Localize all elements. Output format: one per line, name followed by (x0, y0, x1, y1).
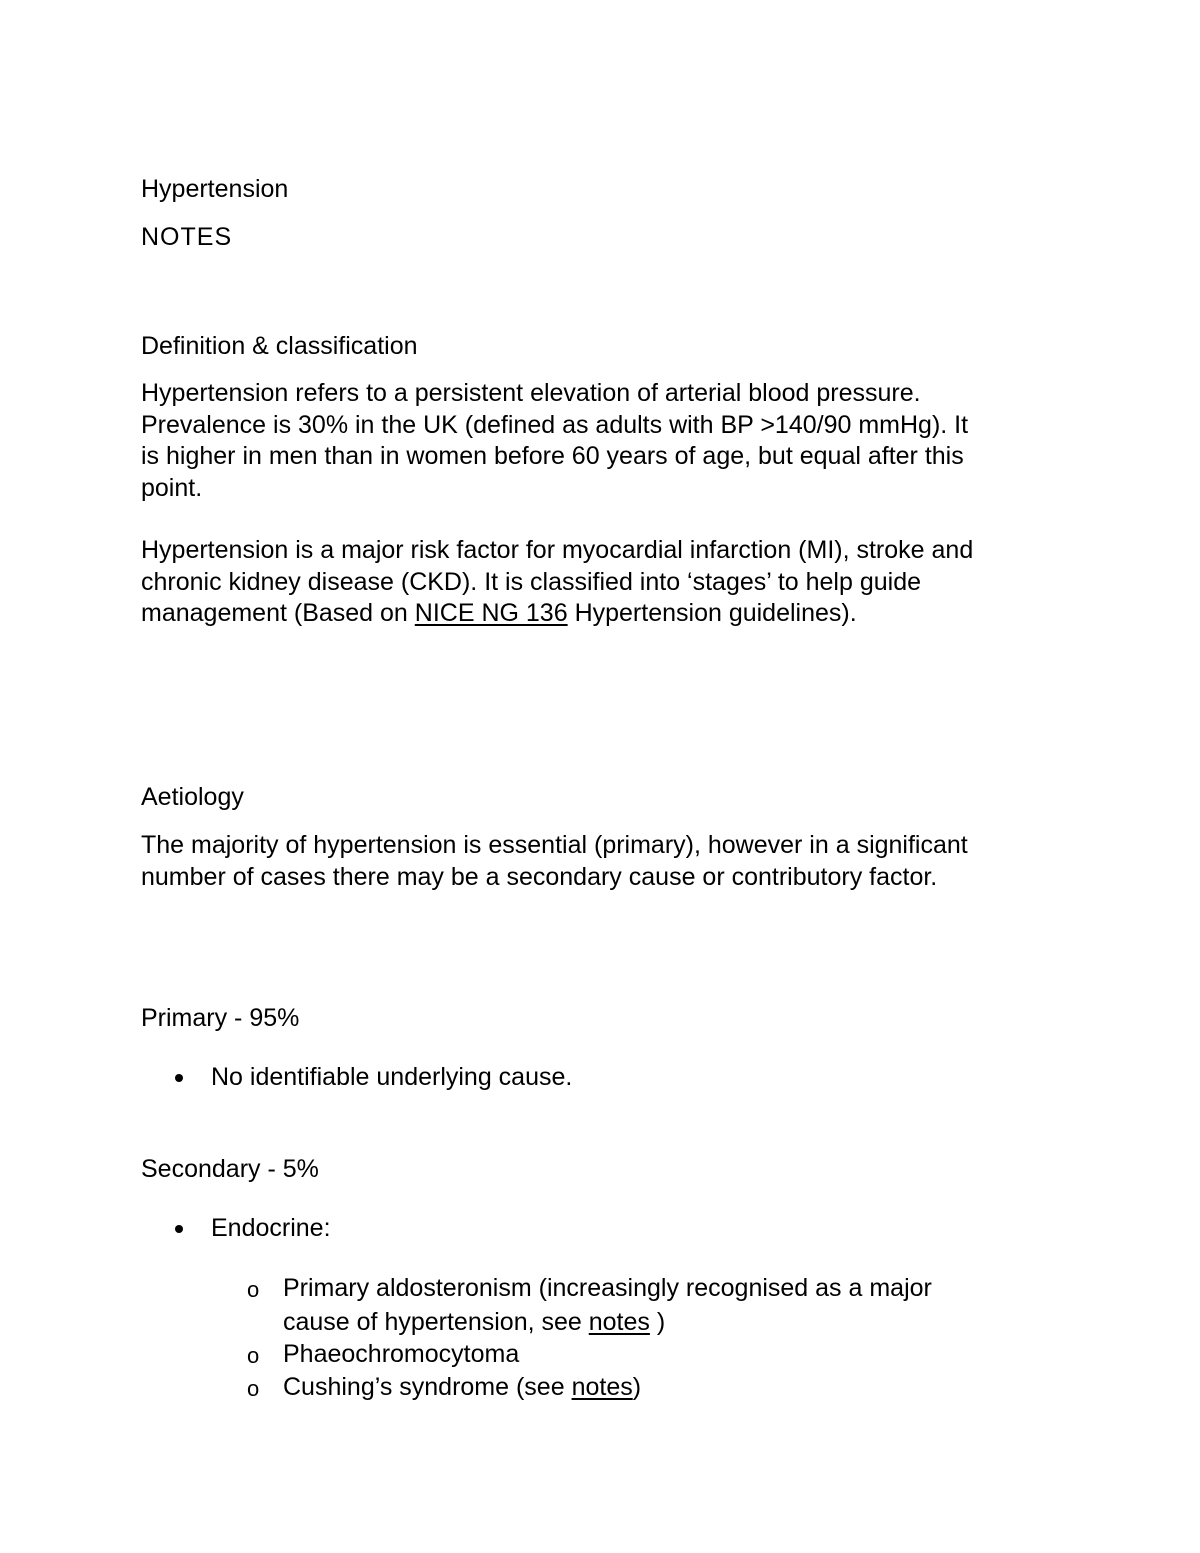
aldosteronism-notes-link[interactable]: notes (588, 1308, 650, 1336)
nice-ng136-link[interactable]: NICE NG 136 (414, 599, 568, 627)
sub-item-aldosteronism-line1: Primary aldosteronism (increasingly recognised as a major (283, 1274, 932, 1302)
secondary-bullet-text: Endocrine: (211, 1214, 331, 1242)
para2-line3-after: Hypertension guidelines). (567, 599, 857, 627)
definition-para1-line: point. (141, 473, 203, 502)
aetiology-heading: Aetiology (141, 783, 244, 811)
bullet-marker (175, 1074, 183, 1082)
definition-para1-line: Hypertension refers to a persistent elevation of arterial blood pressure. (141, 379, 921, 407)
aetiology-line: The majority of hypertension is essential (primary), however in a significant (141, 831, 968, 859)
sub1-after: ) (649, 1308, 666, 1336)
definition-para1-line: is higher in men than in women before 60 years of age, but equal after this (141, 442, 964, 470)
definition-paragraph-1 (141, 378, 1071, 504)
definition-para2-line: chronic kidney disease (CKD). It is classified into ‘stages’ to help guide (141, 567, 922, 596)
sub1-before: cause of hypertension, see (283, 1308, 589, 1336)
secondary-heading: Secondary - 5% (141, 1155, 319, 1183)
sub-item-cushings (283, 1372, 641, 1403)
document-title: Hypertension (141, 175, 289, 203)
primary-heading: Primary - 95% (141, 1004, 300, 1032)
definition-paragraph-2 (141, 535, 1071, 630)
sub-bullet-marker: o (247, 1277, 260, 1302)
definition-para2-line: Hypertension is a major risk factor for myocardial infarction (MI), stroke and (141, 536, 974, 564)
primary-bullet-text: No identifiable underlying cause. (211, 1063, 573, 1091)
notes-label: NOTES (141, 223, 233, 251)
para2-line3-before: management (Based on (141, 599, 415, 627)
sub-item-phaeochromocytoma: Phaeochromocytoma (283, 1340, 520, 1368)
cushings-notes-link[interactable]: notes (571, 1373, 633, 1401)
aetiology-paragraph (141, 830, 1071, 893)
definition-para2-line (141, 598, 1071, 630)
sub3-after: ) (632, 1373, 642, 1401)
sub3-before: Cushing’s syndrome (see (283, 1373, 572, 1401)
definition-heading: Definition & classification (141, 332, 418, 360)
sub-bullet-marker: o (247, 1376, 260, 1401)
aetiology-line: number of cases there may be a secondary cause or contributory factor. (141, 862, 938, 891)
definition-para1-line: Prevalence is 30% in the UK (defined as adults with BP >140/90 mmHg). It (141, 410, 969, 439)
sub-bullet-marker: o (247, 1343, 260, 1368)
bullet-marker (175, 1225, 183, 1233)
sub-item-aldosteronism-line2 (283, 1307, 665, 1338)
